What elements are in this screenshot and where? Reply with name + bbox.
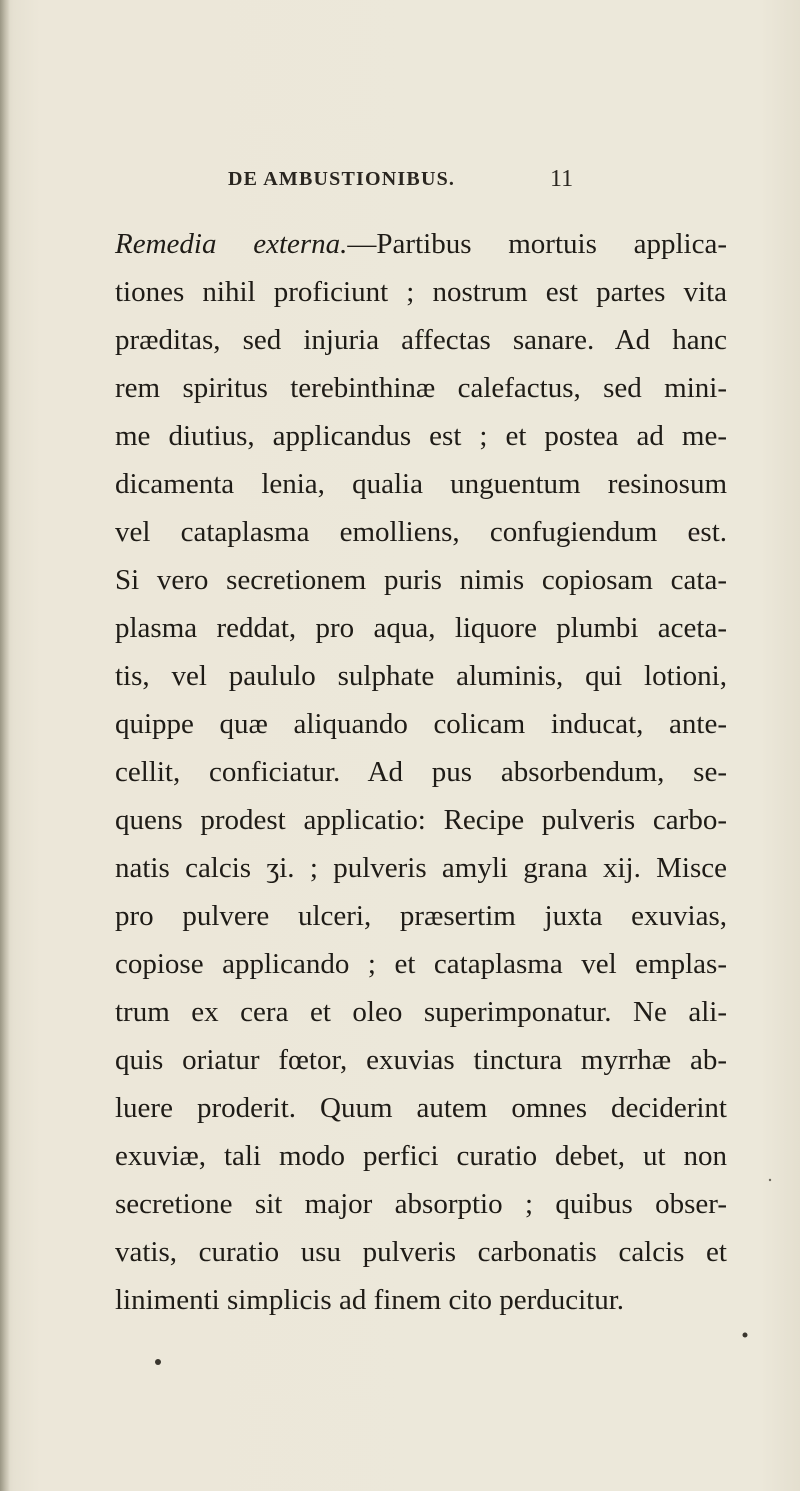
text-line: rem spiritus terebinthinӕ calefactus, sed mini- bbox=[115, 372, 727, 404]
text-line: prӕditas, sed injuria affectas sanare. Ad hanc bbox=[115, 324, 727, 356]
text-line: quippe quӕ aliquando colicam inducat, ante- bbox=[115, 708, 727, 740]
text-line: cellit, conficiatur. Ad pus absorbendum, se- bbox=[115, 756, 727, 788]
text-line: trum ex cera et oleo superimponatur. Ne ali- bbox=[115, 996, 727, 1028]
ink-speck bbox=[769, 1179, 771, 1181]
text-line: plasma reddat, pro aqua, liquore plumbi aceta- bbox=[115, 612, 727, 644]
ink-speck bbox=[743, 1333, 748, 1338]
text-line: quis oriatur fœtor, exuvias tinctura myrrhӕ ab- bbox=[115, 1044, 727, 1076]
text-line-rest: —Partibus mortuis applica- bbox=[347, 228, 727, 260]
section-heading-italic: Remedia externa. bbox=[115, 228, 348, 260]
text-line: exuviӕ, tali modo perfici curatio debet, ut non bbox=[115, 1140, 727, 1172]
text-line: linimenti simplicis ad finem cito perducitur. bbox=[115, 1284, 625, 1316]
text-line: quens prodest applicatio: Recipe pulveris carbo- bbox=[115, 804, 727, 836]
text-line: pro pulvere ulceri, prӕsertim juxta exuvias, bbox=[115, 900, 727, 932]
text-line: natis calcis ʒi. ; pulveris amyli grana xij. Misce bbox=[115, 852, 727, 884]
text-line: vatis, curatio usu pulveris carbonatis calcis et bbox=[115, 1236, 727, 1268]
text-line: tiones nihil proficiunt ; nostrum est partes vita bbox=[115, 276, 727, 308]
text-line: copiose applicando ; et cataplasma vel emplas- bbox=[115, 948, 727, 980]
text-line: vel cataplasma emolliens, confugiendum est. bbox=[115, 516, 727, 548]
text-line: secretione sit major absorptio ; quibus obser- bbox=[115, 1188, 727, 1220]
text-line: Si vero secretionem puris nimis copiosam cata- bbox=[115, 564, 727, 596]
text-line: me diutius, applicandus est ; et postea ad me- bbox=[115, 420, 727, 452]
ink-speck bbox=[155, 1359, 161, 1365]
text-line: tis, vel paululo sulphate aluminis, qui lotioni, bbox=[115, 660, 727, 692]
text-line: luere proderit. Quum autem omnes deciderint bbox=[115, 1092, 727, 1124]
text-line: dicamenta lenia, qualia unguentum resinosum bbox=[115, 468, 727, 500]
page-number: 11 bbox=[550, 166, 574, 192]
running-title: DE AMBUSTIONIBUS. bbox=[228, 168, 456, 190]
